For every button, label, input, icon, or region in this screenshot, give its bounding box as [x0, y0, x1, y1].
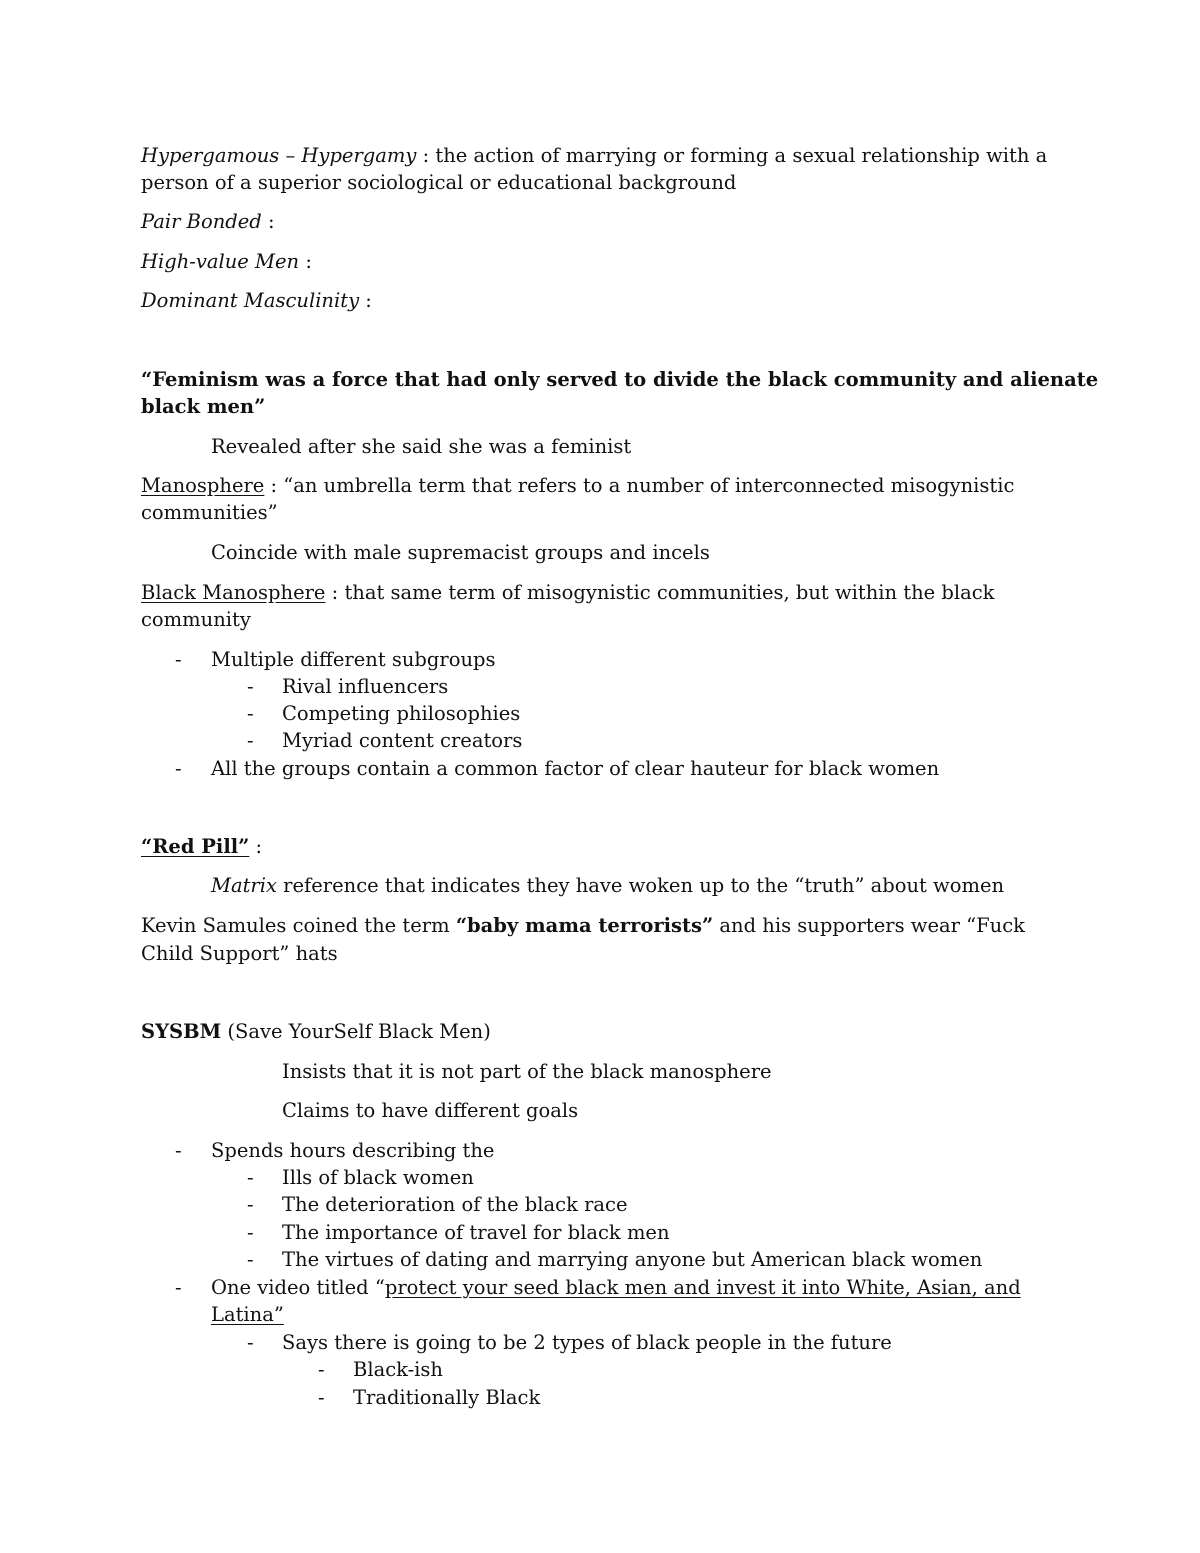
bullet-dash: -: [175, 757, 182, 780]
list-item: Traditionally Black: [353, 1386, 541, 1409]
kevin-text-a: Kevin Samules coined the term: [141, 914, 456, 937]
black-manosphere-def-line1: : that same term of misogynistic communities, but within the black: [325, 581, 995, 604]
manosphere-definition: [141, 472, 1014, 500]
sysbm-note-2: Claims to have different goals: [282, 1099, 579, 1122]
dominant-masculinity-term: Dominant Masculinity: [141, 289, 360, 312]
kevin-text-c: and his supporters wear “Fuck: [713, 914, 1025, 937]
manosphere-def-line1: : “an umbrella term that refers to a number of interconnected misogynistic: [264, 474, 1015, 497]
sysbm-note-1: Insists that it is not part of the black manosphere: [282, 1060, 772, 1083]
bullet-dash: -: [247, 675, 254, 698]
list-item: The importance of travel for black men: [282, 1221, 670, 1244]
bullet-dash: -: [247, 1331, 254, 1354]
hypergamous-term: Hypergamous – Hypergamy: [141, 144, 417, 167]
red-pill-matrix-note: [211, 872, 1004, 900]
black-manosphere-def-line2: community: [141, 608, 251, 631]
pair-bonded-term-line: [141, 208, 275, 236]
list-item: Multiple different subgroups: [211, 648, 496, 671]
manosphere-term: Manosphere: [141, 474, 265, 497]
list-item: All the groups contain a common factor of clear hauteur for black women: [211, 757, 940, 780]
video-title-line1: [211, 1274, 1021, 1302]
manosphere-note: Coincide with male supremacist groups and incels: [211, 541, 710, 564]
pair-bonded-sep: :: [261, 210, 275, 233]
bullet-dash: -: [175, 1276, 182, 1299]
hypergamous-def-line2: person of a superior sociological or educational background: [141, 171, 737, 194]
list-item: Myriad content creators: [282, 729, 523, 752]
matrix-word: Matrix: [211, 874, 277, 897]
sysbm-term: SYSBM: [141, 1020, 222, 1043]
high-value-men-sep: :: [299, 250, 312, 273]
matrix-rest: reference that indicates they have woken up to the “truth” about women: [276, 874, 1005, 897]
list-item: Ills of black women: [282, 1166, 474, 1189]
feminism-quote-line2: black men”: [141, 395, 266, 418]
bullet-dash: -: [247, 1193, 254, 1216]
bullet-dash: -: [247, 1166, 254, 1189]
red-pill-term-line: [141, 833, 262, 861]
feminism-note: Revealed after she said she was a feminist: [211, 435, 632, 458]
manosphere-def-line2: communities”: [141, 501, 278, 524]
list-item: Competing philosophies: [282, 702, 521, 725]
red-pill-sep: :: [249, 835, 263, 858]
bullet-dash: -: [175, 648, 182, 671]
dominant-masculinity-term-line: [141, 287, 372, 315]
sysbm-expansion: (Save YourSelf Black Men): [221, 1020, 491, 1043]
video-title-link-cont[interactable]: Latina”: [211, 1303, 284, 1326]
red-pill-term: “Red Pill”: [141, 835, 250, 858]
dominant-masculinity-sep: :: [359, 289, 372, 312]
list-item: Says there is going to be 2 types of black people in the future: [282, 1331, 892, 1354]
black-manosphere-term: Black Manosphere: [141, 581, 326, 604]
video-title-prefix: One video titled “: [211, 1276, 385, 1299]
kevin-samules-line1: [141, 912, 1025, 940]
kevin-samules-line2: Child Support” hats: [141, 942, 338, 965]
list-item: The virtues of dating and marrying anyone but American black women: [282, 1248, 983, 1271]
bullet-dash: -: [175, 1139, 182, 1162]
bullet-dash: -: [247, 1221, 254, 1244]
hypergamous-def-line1: : the action of marrying or forming a sexual relationship with a: [416, 144, 1048, 167]
list-item: Black-ish: [353, 1358, 443, 1381]
list-item: The deterioration of the black race: [282, 1193, 628, 1216]
bullet-dash: -: [318, 1358, 325, 1381]
black-manosphere-definition: [141, 579, 995, 607]
video-title-line2: [211, 1301, 284, 1329]
pair-bonded-term: Pair Bonded: [141, 210, 262, 233]
video-title-link[interactable]: protect your seed black men and invest it into White, Asian, and: [384, 1276, 1021, 1299]
bullet-dash: -: [318, 1386, 325, 1409]
bullet-dash: -: [247, 729, 254, 752]
feminism-quote-line1: “Feminism was a force that had only served to divide the black community and alienate: [141, 368, 1099, 391]
list-item: Rival influencers: [282, 675, 449, 698]
bullet-dash: -: [247, 1248, 254, 1271]
baby-mama-terrorists: “baby mama terrorists”: [455, 914, 714, 937]
bullet-dash: -: [247, 702, 254, 725]
high-value-men-term-line: [141, 248, 312, 276]
high-value-men-term: High-value Men: [141, 250, 300, 273]
hypergamous-definition: [141, 142, 1047, 170]
list-item: Spends hours describing the: [211, 1139, 495, 1162]
sysbm-heading: [141, 1018, 491, 1046]
